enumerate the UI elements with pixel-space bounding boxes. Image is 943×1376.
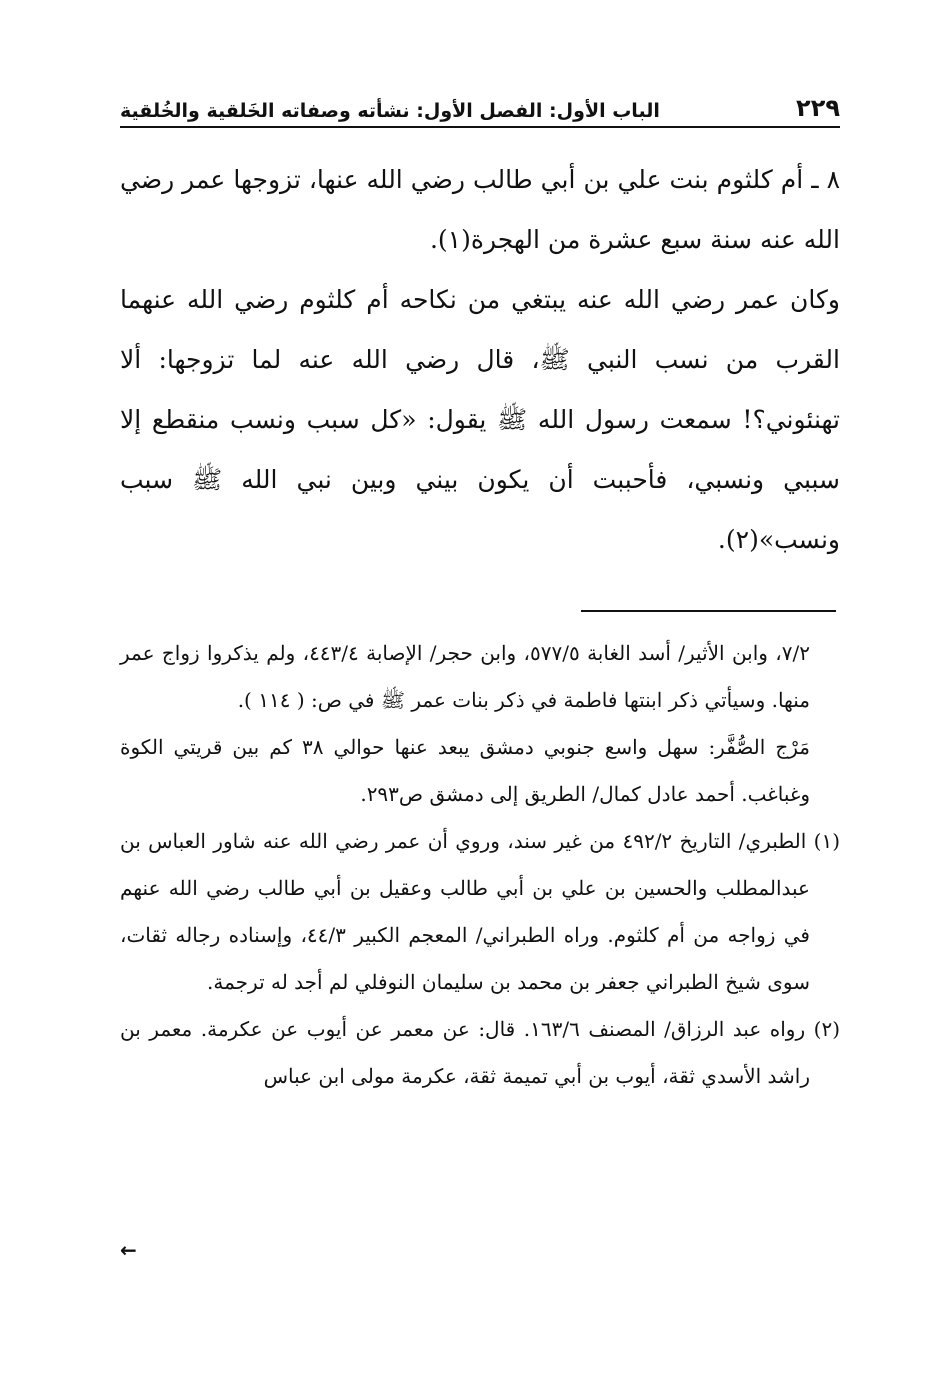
footnote-1: (١) الطبري/ التاريخ ٤٩٢/٢ من غير سند، وروي أن عمر رضي الله عنه شاور العباس بن عبدالمطلب والحسين بن علي بن أبي طالب وعقيل بن أبي طالب رضي الله عنهم في زواجه من أم كلثوم. وراه الطبراني/ المعجم الكبير ٤٤/٣، وإسناده رجاله ثقات، سوى شيخ الطبراني جعفر بن محمد بن سليمان النوفلي لم أجد له ترجمة. — [120, 829, 840, 994]
page-number: ٢٢٩ — [796, 94, 840, 122]
continue-arrow-icon: ← — [120, 1238, 137, 1262]
paragraph-marriage-reason: وكان عمر رضي الله عنه يبتغي من نكاحه أم كلثوم رضي الله عنهما القرب من نسب النبي ﷺ، قال رضي الله عنه لما تزوجها: ألا تهنئوني؟! سمعت رسول الله ﷺ يقول: «كل سبب ونسب منقطع إلا سببي ونسبي، فأحببت أن يكون بيني وبين نبي الله ﷺ سبب ونسب»(٢). — [120, 285, 840, 554]
footnote-continuation-1: ٧/٢، وابن الأثير/ أسد الغابة ٥٧٧/٥، وابن حجر/ الإصابة ٤٤٣/٤، ولم يذكروا زواج عمر منها. وسيأتي ذكر ابنتها فاطمة في ذكر بنات عمر ﷺ في ص: ( ١١٤ ). — [120, 641, 810, 712]
running-title: الباب الأول: الفصل الأول: نشأته وصفاته الخَلقية والخُلقية — [120, 100, 660, 122]
main-text — [120, 150, 840, 570]
paragraph-umm-kulthum: ٨ ـ أم كلثوم بنت علي بن أبي طالب رضي الله عنها، تزوجها عمر رضي الله عنه سنة سبع عشرة من الهجرة(١). — [120, 165, 840, 254]
footnote-separator — [581, 610, 836, 612]
page-header — [120, 88, 840, 128]
footnote-continuation-2: مَرْج الصُّفَّر: سهل واسع جنوبي دمشق يبعد عنها حوالي ٣٨ كم بين قريتي الكوة وغباغب. أحمد عادل كمال/ الطريق إلى دمشق ص٢٩٣. — [120, 735, 810, 806]
footnote-2: (٢) رواه عبد الرزاق/ المصنف ١٦٣/٦. قال: عن معمر عن أيوب عن عكرمة. معمر بن راشد الأسدي ثقة، أيوب بن أبي تميمة ثقة، عكرمة مولى ابن عباس — [120, 1017, 840, 1088]
footnotes — [120, 630, 840, 1100]
